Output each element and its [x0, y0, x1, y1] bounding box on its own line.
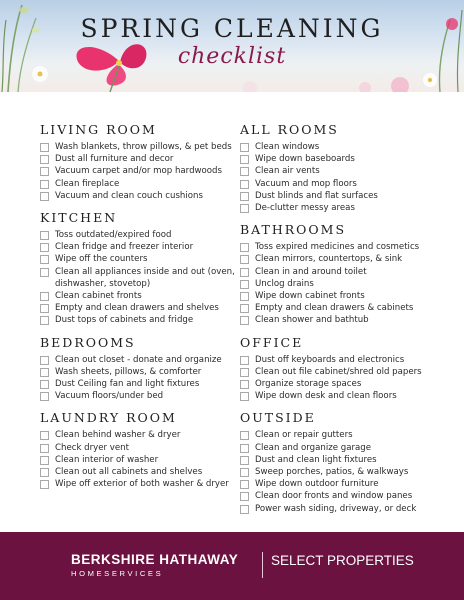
checklist-item — [40, 190, 236, 202]
checkbox[interactable] — [240, 192, 249, 201]
checklist-item — [40, 366, 236, 378]
checklist-item — [40, 442, 236, 454]
checklist-item — [40, 454, 236, 466]
checklist-item-label: Clean all appliances inside and out (oven, dishwasher, stovetop) — [55, 266, 235, 289]
checkbox[interactable] — [240, 356, 249, 365]
checklist-item-label: Clean and organize garage — [255, 442, 372, 453]
checklist-item — [40, 165, 236, 177]
brand-subtitle: HOMESERVICES — [71, 569, 164, 578]
checklist-item — [40, 141, 236, 153]
checklist-item — [240, 266, 440, 278]
checklist — [40, 354, 236, 403]
checklist-item-label: Wipe down baseboards — [255, 154, 355, 165]
checkbox[interactable] — [40, 255, 49, 264]
checklist-item-label: Clean or repair gutters — [255, 430, 353, 441]
checklist-item-label: Dust and clean light fixtures — [255, 454, 377, 465]
checkbox[interactable] — [240, 292, 249, 301]
checkbox[interactable] — [240, 480, 249, 489]
page-title: SPRING CLEANING — [80, 14, 384, 43]
checkbox[interactable] — [240, 505, 249, 514]
checklist-item — [240, 442, 440, 454]
checklist-item — [40, 266, 236, 290]
checklist-item-label: Wipe down outdoor furniture — [255, 479, 379, 490]
checkbox[interactable] — [240, 243, 249, 252]
checklist-item — [240, 178, 440, 190]
section-title: OFFICE — [240, 334, 304, 350]
checklist-item-label: Dust all furniture and decor — [55, 154, 174, 165]
checklist-item-label: Sweep porches, patios, & walkways — [255, 467, 409, 478]
checkbox[interactable] — [40, 368, 49, 377]
checkbox[interactable] — [40, 468, 49, 477]
checkbox[interactable] — [240, 316, 249, 325]
checklist-item-label: Clean door fronts and window panes — [255, 491, 413, 502]
checklist-item-label: Clean out closet - donate and organize — [55, 354, 222, 365]
checklist-item — [40, 290, 236, 302]
section-title: OUTSIDE — [240, 410, 316, 426]
section-all-rooms — [240, 122, 440, 214]
checklist-item-label: Clean fireplace — [55, 178, 120, 189]
checkbox[interactable] — [40, 356, 49, 365]
checklist-item-label: Clean behind washer & dryer — [55, 430, 181, 441]
checklist-item — [240, 354, 440, 366]
brand-logo-text: BERKSHIRE HATHAWAY — [71, 552, 239, 567]
checkbox[interactable] — [240, 143, 249, 152]
checklist-item-label: Clean mirrors, countertops, & sink — [255, 254, 403, 265]
checkbox[interactable] — [40, 456, 49, 465]
checkbox[interactable] — [40, 231, 49, 240]
checklist-item — [40, 429, 236, 441]
checklist-item — [40, 302, 236, 314]
section-title: KITCHEN — [40, 210, 118, 226]
section-title: LAUNDRY ROOM — [40, 410, 177, 426]
checkbox[interactable] — [240, 268, 249, 277]
checklist-item — [40, 390, 236, 402]
checklist-item — [240, 314, 440, 326]
checklist — [40, 229, 236, 327]
checklist-item-label: Toss outdated/expired food — [55, 230, 172, 241]
checklist-item — [40, 178, 236, 190]
checklist-item — [40, 241, 236, 253]
checkbox[interactable] — [40, 316, 49, 325]
checklist-item-label: Wipe down desk and clean floors — [255, 391, 397, 402]
checklist-item-label: Wipe off the counters — [55, 254, 148, 265]
checklist-item — [240, 429, 440, 441]
checklist-item — [240, 278, 440, 290]
checklist-item — [240, 390, 440, 402]
checklist-item-label: Dust off keyboards and electronics — [255, 354, 405, 365]
checklist-item — [240, 378, 440, 390]
checkbox[interactable] — [240, 255, 249, 264]
checklist-item-label: Clean out all cabinets and shelves — [55, 467, 203, 478]
checklist — [240, 354, 440, 403]
checklist-item — [40, 314, 236, 326]
checklist-item — [40, 478, 236, 490]
checkbox[interactable] — [240, 380, 249, 389]
checkbox[interactable] — [40, 180, 49, 189]
checkbox[interactable] — [240, 280, 249, 289]
footer-bar — [0, 532, 464, 600]
checklist-item-label: Clean windows — [255, 142, 320, 152]
checklist-item-label: De-clutter messy areas — [255, 203, 355, 214]
checklist-item-label: Vacuum and mop floors — [255, 178, 357, 189]
checkbox[interactable] — [40, 192, 49, 201]
checklist-item — [240, 454, 440, 466]
section-title: LIVING ROOM — [40, 122, 157, 137]
checkbox[interactable] — [40, 480, 49, 489]
checkbox[interactable] — [240, 304, 249, 313]
checkbox[interactable] — [40, 380, 49, 389]
checkbox[interactable] — [40, 431, 49, 440]
brand-divider — [262, 552, 263, 578]
checklist-item-label: Vacuum carpet and/or mop hardwoods — [55, 166, 222, 177]
checklist-item — [240, 466, 440, 478]
checklist-item-label: Wipe off exterior of both washer & dryer — [55, 479, 229, 490]
checklist-item-label: Dust blinds and flat surfaces — [255, 190, 378, 201]
checklist-item-label: Empty and clean drawers and shelves — [55, 303, 219, 314]
checklist-item-label: Clean out file cabinet/shred old papers — [255, 366, 422, 377]
checklist-item-label: Power wash siding, driveway, or deck — [255, 503, 417, 514]
checkbox[interactable] — [240, 368, 249, 377]
checkbox[interactable] — [40, 292, 49, 301]
checklist — [40, 141, 236, 202]
checklist-item-label: Unclog drains — [255, 278, 314, 289]
checkbox[interactable] — [40, 444, 49, 453]
checklist-item-label: Check dryer vent — [55, 442, 129, 453]
checklist — [240, 429, 440, 514]
checkbox[interactable] — [40, 143, 49, 152]
checklist-item-label: Clean interior of washer — [55, 454, 159, 465]
section-bedrooms — [40, 335, 236, 403]
checklist-item — [40, 253, 236, 265]
section-outside — [240, 410, 440, 514]
checkbox[interactable] — [40, 392, 49, 401]
checklist-item — [240, 153, 440, 165]
checklist-item-label: Empty and clean drawers & cabinets — [255, 303, 414, 314]
checklist-item — [240, 241, 440, 253]
checklist-item — [40, 466, 236, 478]
checkbox[interactable] — [240, 167, 249, 176]
section-title: ALL ROOMS — [240, 122, 339, 137]
checklist-item-label: Organize storage spaces — [255, 379, 362, 390]
checklist-item — [40, 229, 236, 241]
checklist-item-label: Clean shower and bathtub — [255, 315, 369, 326]
checklist-item-label: Wash blankets, throw pillows, & pet beds — [55, 142, 232, 152]
right-column — [240, 122, 440, 523]
checkbox[interactable] — [240, 444, 249, 453]
checkbox[interactable] — [40, 155, 49, 164]
checkbox[interactable] — [240, 392, 249, 401]
page-subtitle: checklist — [177, 44, 287, 69]
checkbox[interactable] — [240, 155, 249, 164]
checklist — [240, 141, 440, 214]
section-living-room — [40, 122, 236, 202]
checklist-item-label: Dust tops of cabinets and fridge — [55, 315, 194, 326]
checklist-item — [240, 202, 440, 214]
checkbox[interactable] — [40, 167, 49, 176]
checkbox[interactable] — [240, 492, 249, 501]
checklist-item-label: Dust Ceiling fan and light fixtures — [55, 379, 200, 390]
checklist-item — [240, 165, 440, 177]
section-kitchen — [40, 210, 236, 327]
checkbox[interactable] — [240, 468, 249, 477]
checklist — [40, 429, 236, 490]
checkbox[interactable] — [240, 204, 249, 213]
brand-office-name: SELECT PROPERTIES — [271, 553, 414, 568]
checklist-item — [40, 354, 236, 366]
checkbox[interactable] — [40, 243, 49, 252]
checklist-item-label: Clean in and around toilet — [255, 266, 367, 277]
checklist-item-label: Clean fridge and freezer interior — [55, 242, 194, 253]
checkbox[interactable] — [240, 456, 249, 465]
checklist-item — [240, 478, 440, 490]
header-banner — [0, 0, 464, 92]
checklist-item-label: Vacuum and clean couch cushions — [55, 190, 203, 201]
checklist-item — [240, 503, 440, 515]
checkbox[interactable] — [240, 180, 249, 189]
checkbox[interactable] — [40, 268, 49, 277]
checklist-item-label: Clean cabinet fronts — [55, 291, 142, 302]
checklist-item — [240, 490, 440, 502]
checklist-item — [40, 378, 236, 390]
checklist-item — [40, 153, 236, 165]
section-title: BEDROOMS — [40, 334, 136, 350]
checklist-item — [240, 141, 440, 153]
checkbox[interactable] — [240, 431, 249, 440]
checklist — [240, 241, 440, 326]
checklist-item-label: Wash sheets, pillows, & comforter — [55, 366, 202, 377]
checklist-item — [240, 302, 440, 314]
section-title: BATHROOMS — [240, 222, 347, 238]
checklist-item-label: Wipe down cabinet fronts — [255, 291, 365, 302]
checklist-item-label: Clean air vents — [255, 166, 320, 177]
checklist-item-label: Vacuum floors/under bed — [55, 391, 164, 402]
section-laundry-room — [40, 410, 236, 490]
section-bathrooms — [240, 222, 440, 326]
left-column — [40, 122, 236, 498]
checklist-item-label: Toss expired medicines and cosmetics — [255, 242, 420, 253]
checklist-item — [240, 253, 440, 265]
checkbox[interactable] — [40, 304, 49, 313]
checklist-item — [240, 366, 440, 378]
section-office — [240, 335, 440, 403]
checklist-item — [240, 290, 440, 302]
checklist-item — [240, 190, 440, 202]
